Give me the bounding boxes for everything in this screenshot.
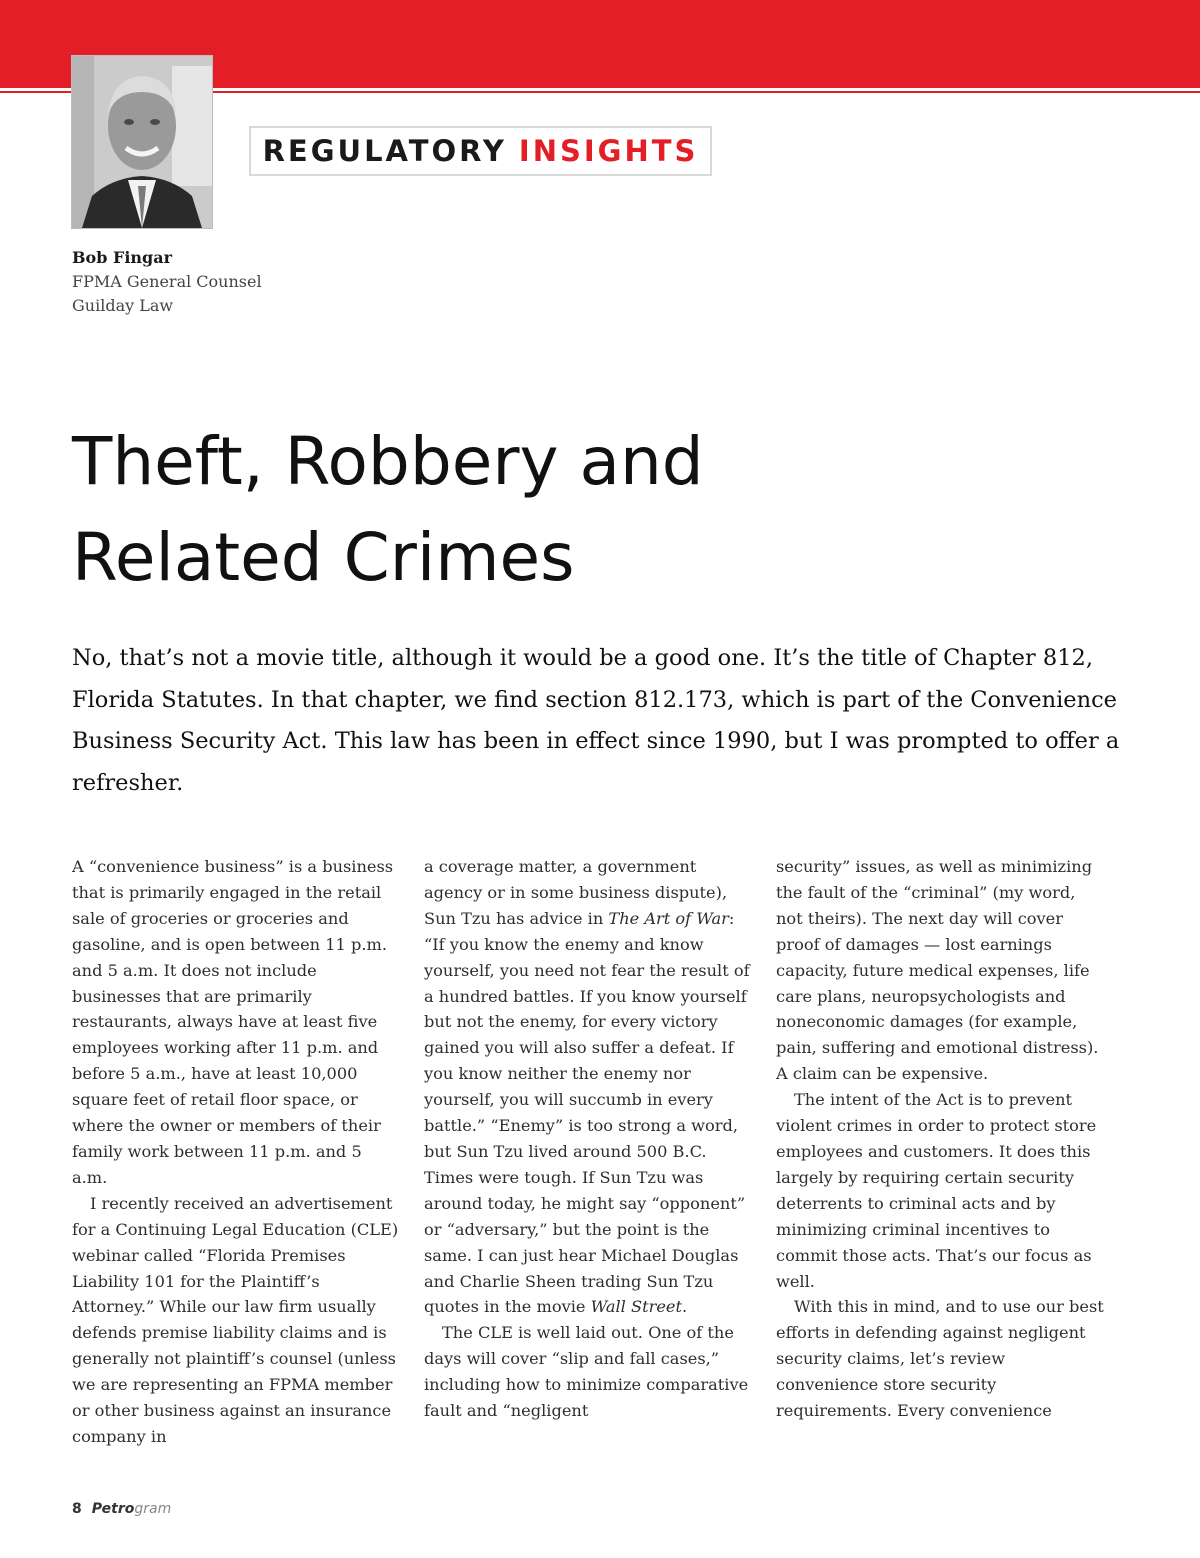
body-paragraph: The CLE is well laid out. One of the days will cover “slip and fall cases,” including how to minimize comparative fault and “negligent xyxy=(424,1323,749,1421)
body-paragraph xyxy=(424,854,754,1320)
body-column-3 xyxy=(776,854,1106,1424)
body-text: a coverage matter, a government agency or in some business dispute), Sun Tzu has advice in xyxy=(424,857,728,928)
body-paragraph: The intent of the Act is to prevent violent crimes in order to protect store employees and customers. It does this largely by requiring certain security deterrents to criminal acts and by minimizing criminal incentives to commit those acts. That’s our focus as well. xyxy=(776,1090,1097,1291)
author-byline xyxy=(72,246,262,318)
author-title: FPMA General Counsel xyxy=(72,272,262,291)
author-photo xyxy=(71,55,213,229)
body-column-1 xyxy=(72,854,402,1450)
book-title: The Art of War xyxy=(608,908,729,928)
body-text: : “If you know the enemy and know yourself, you need not fear the result of a hundred battles. If you know yourself but not the enemy, for every victory gained you will also suffer a defeat. If you know neither the enemy nor yourself, you will succumb in every battle.” “Enemy” is too strong a word, but Sun Tzu lived around 500 B.C. Times were tough. If Sun Tzu was around today, he might say “opponent” or “adversary,” but the point is the same. I can just hear Michael Douglas and Charlie Sheen trading Sun Tzu quotes in the movie xyxy=(424,908,750,1317)
body-paragraph: With this in mind, and to use our best efforts in defending against negligent security claims, let’s review convenience store security requirements. Every convenience xyxy=(776,1297,1104,1421)
body-text: . xyxy=(682,1297,688,1317)
body-paragraph: A “convenience business” is a business that is primarily engaged in the retail sale of groceries or groceries and gasoline, and is open between 11 p.m. and 5 a.m. It does not include businesses that are primarily restaurants, always have at least five employees working after 11 p.m. and before 5 a.m., have at least 10,000 square feet of retail floor space, or where the owner or members of their family work between 11 p.m. and 5 a.m. xyxy=(72,857,394,1187)
magazine-name-part1: Petro xyxy=(91,1501,135,1517)
article-headline xyxy=(72,414,972,606)
article-lede: No, that’s not a movie title, although it would be a good one. It’s the title of Chapter 812, Florida Statutes. In that chapter, we find section 812.173, which is part of the Convenience Business Security Act. This law has been in effect since 1990, but I was prompted to offer a refresher. xyxy=(72,645,1120,796)
headline-line-1: Theft, Robbery and xyxy=(72,423,704,500)
headline-line-2: Related Crimes xyxy=(72,519,575,596)
section-label-word2: INSIGHTS xyxy=(518,134,699,168)
page-footer xyxy=(72,1501,171,1517)
section-label-word1: REGULATORY xyxy=(262,134,507,168)
author-firm: Guilday Law xyxy=(72,296,174,315)
page-number: 8 xyxy=(72,1501,82,1517)
section-label xyxy=(249,126,712,176)
body-paragraph: security” issues, as well as minimizing the fault of the “criminal” (my word, not theirs). The next day will cover proof of damages — lost earnings capacity, future medical expenses, life care plans, neuropsychologists and noneconomic damages (for example, pain, suffering and emotional distress). A claim can be expensive. xyxy=(776,857,1099,1084)
movie-title: Wall Street xyxy=(590,1297,683,1317)
body-column-2 xyxy=(424,854,754,1424)
author-name: Bob Fingar xyxy=(72,248,173,267)
magazine-name-part2: gram xyxy=(134,1501,172,1517)
body-paragraph: I recently received an advertisement for a Continuing Legal Education (CLE) webinar called “Florida Premises Liability 101 for the Plaintiff’s Attorney.” While our law firm usually defends premise liability claims and is generally not plaintiff’s counsel (unless we are representing an FPMA member or other business against an insurance company in xyxy=(72,1193,399,1446)
author-portrait-icon xyxy=(72,56,212,228)
